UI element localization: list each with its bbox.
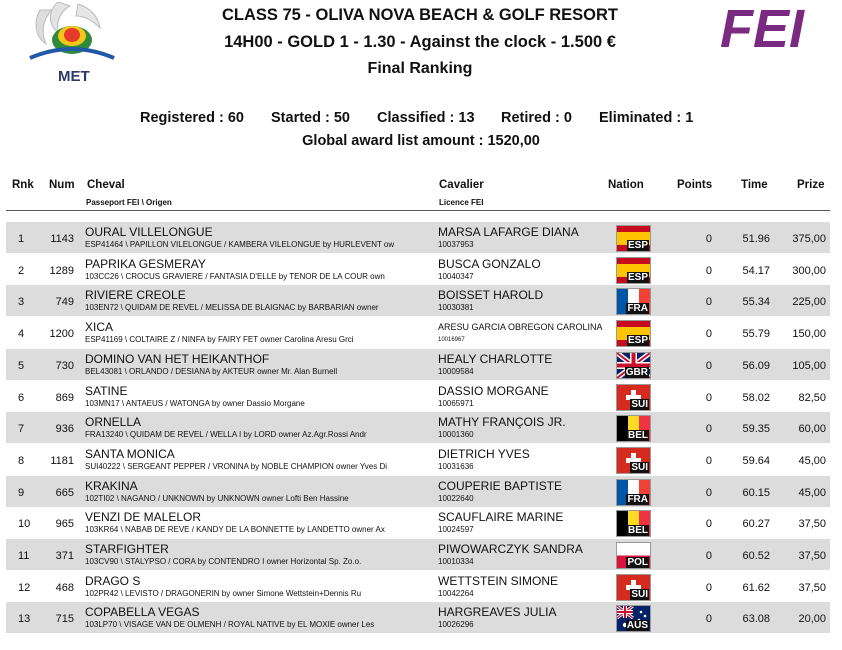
rider-name: SCAUFLAIRE MARINE	[438, 510, 564, 525]
rank-cell: 13	[18, 613, 31, 626]
rank-cell: 2	[18, 264, 25, 277]
num-cell: 965	[55, 518, 74, 531]
horse-name: KRAKINA	[85, 478, 138, 493]
rider-name: DIETRICH YVES	[438, 446, 530, 461]
nation-flag-icon	[616, 320, 651, 347]
horse-info: BEL43081 \ ORLANDO / DESIANA by AKTEUR owner Mr. Alan Burnell	[85, 366, 338, 376]
prize-cell: 45,00	[798, 454, 826, 467]
nation-code: SUI	[631, 398, 648, 410]
num-cell: 371	[55, 550, 74, 562]
stat-retired: Retired : 0	[501, 110, 572, 126]
nation-flag-icon	[616, 288, 651, 315]
table-row	[6, 412, 830, 443]
nation-code: FRA	[627, 303, 648, 315]
rider-name: MARSA LAFARGE DIANA	[438, 225, 579, 239]
prize-cell: 37,50	[798, 518, 826, 531]
nation-flag-icon	[616, 225, 651, 252]
horse-info: FRA13240 \ QUIDAM DE REVEL / WELLA I by LORD owner Az.Agr.Rossi Andr	[85, 430, 367, 440]
ranking-title: Final Ranking	[367, 60, 473, 77]
time-cell: 60.15	[742, 486, 770, 499]
horse-info: 102PR42 \ LEVISTO / DRAGONERIN by owner Simone Wettstein+Dennis Ru	[85, 588, 362, 598]
rider-licence: 10009584	[438, 366, 474, 376]
num-cell: 1289	[49, 264, 74, 277]
rider-licence: 10026296	[438, 620, 474, 630]
prize-cell: 20,00	[798, 613, 826, 626]
horse-info: 103LP70 \ VISAGE VAN DE OLMENH / ROYAL NATIVE by EL MOXIE owner Les	[85, 620, 375, 630]
nation-flag-icon	[616, 352, 651, 379]
rider-licence: 10042264	[438, 588, 474, 598]
nation-code: ESP	[627, 335, 648, 347]
rank-cell: 5	[18, 359, 25, 372]
time-cell: 61.62	[742, 581, 770, 594]
points-cell: 0	[705, 518, 712, 531]
num-cell: 1181	[50, 454, 74, 467]
stat-registered: Registered : 60	[140, 110, 244, 126]
header-divider	[6, 210, 830, 211]
col-horse-sub: Passeport FEI \ Origen	[86, 198, 172, 207]
class-title: CLASS 75 - OLIVA NOVA BEACH & GOLF RESORT	[221, 6, 619, 24]
nation-flag-icon	[616, 479, 651, 506]
nation-code: GBR	[625, 366, 648, 378]
num-cell: 715	[55, 613, 74, 626]
horse-name: DOMINO VAN HET HEIKANTHOF	[85, 351, 270, 366]
time-cell: 51.96	[742, 233, 770, 245]
table-row	[6, 602, 830, 633]
table-row	[6, 285, 830, 316]
prize-cell: 37,50	[798, 550, 826, 562]
prize-cell: 82,50	[798, 391, 826, 404]
prize-cell: 45,00	[798, 486, 826, 499]
nation-code: ESP	[627, 240, 648, 251]
nation-code: SUI	[631, 461, 648, 473]
rank-cell: 7	[18, 423, 25, 436]
horse-name: ORNELLA	[85, 415, 142, 430]
rider-licence: 10040347	[438, 271, 474, 281]
points-cell: 0	[705, 264, 712, 277]
rider-licence: 10001360	[438, 430, 474, 440]
nation-code: FRA	[627, 493, 648, 505]
col-time: Time	[741, 179, 768, 191]
nation-code: SUI	[631, 588, 648, 600]
table-row	[6, 539, 830, 570]
prize-cell: 375,00	[792, 233, 826, 245]
horse-info: 103MN17 \ ANTAEUS / WATONGA by owner Dassio Morgane	[85, 398, 305, 408]
nation-flag-icon	[616, 384, 651, 411]
points-cell: 0	[705, 328, 712, 341]
class-subtitle: 14H00 - GOLD 1 - 1.30 - Against the clock - 1.500 €	[224, 33, 616, 51]
col-num: Num	[49, 179, 75, 191]
horse-info: 103CC26 \ CROCUS GRAVIERE / FANTASIA D'ELLE by TENOR DE LA COUR own	[85, 271, 385, 281]
rider-name: ARESU GARCIA OBREGON CAROLINA	[438, 322, 603, 333]
time-cell: 55.79	[742, 328, 770, 341]
num-cell: 1143	[50, 233, 74, 245]
rider-name: MATHY FRANÇOIS JR.	[438, 415, 566, 430]
num-cell: 468	[55, 581, 74, 594]
horse-info: ESP41464 \ PAPILLON VILELONGUE / KAMBERA VILELONGUE by HURLEVENT ow	[85, 240, 395, 249]
rider-name: COUPERIE BAPTISTE	[438, 478, 563, 493]
rank-cell: 10	[18, 518, 31, 531]
horse-name: COPABELLA VEGAS	[85, 605, 200, 620]
rank-cell: 11	[18, 550, 30, 562]
time-cell: 59.35	[742, 423, 770, 436]
nation-flag-icon	[616, 510, 651, 537]
points-cell: 0	[705, 613, 712, 626]
award-amount: Global award list amount : 1520,00	[302, 133, 540, 149]
horse-name: SANTA MONICA	[85, 446, 175, 461]
horse-name: XICA	[85, 320, 114, 335]
rider-licence: 10037953	[438, 240, 474, 249]
horse-name: RIVIERE CREOLE	[85, 288, 186, 303]
points-cell: 0	[705, 233, 712, 245]
rider-name: WETTSTEIN SIMONE	[438, 573, 558, 588]
rider-licence: 10022640	[438, 493, 474, 503]
nation-flag-icon	[616, 605, 651, 632]
horse-info: SUI40222 \ SERGEANT PEPPER / VRONINA by NOBLE CHAMPION owner Yves Di	[85, 461, 388, 471]
points-cell: 0	[705, 391, 712, 404]
prize-cell: 37,50	[798, 581, 826, 594]
horse-info: 103KR64 \ NABAB DE REVE / KANDY DE LA BONNETTE by LANDETTO owner Ax	[85, 525, 385, 535]
horse-info: 103CV90 \ STALYPSO / CORA by CONTENDRO I owner Horizontal Sp. Zo.o.	[85, 557, 362, 566]
stat-eliminated: Eliminated : 1	[599, 110, 694, 126]
horse-info: 103EN72 \ QUIDAM DE REVEL / MELISSA DE BLAIGNAC by BARBARIAN owner	[85, 303, 379, 313]
rider-name: DASSIO MORGANE	[438, 383, 549, 398]
horse-name: DRAGO S	[85, 573, 141, 588]
table-row	[6, 444, 830, 475]
col-points: Points	[677, 179, 713, 191]
rank-cell: 6	[18, 391, 25, 404]
rider-name: PIWOWARCZYK SANDRA	[438, 542, 583, 556]
prize-cell: 105,00	[792, 359, 826, 372]
fei-logo	[686, 3, 838, 51]
horse-info: ESP41169 \ COLTAIRE Z / NINFA by FAIRY FET owner Carolina Aresu Grci	[85, 335, 354, 345]
nation-code: BEL	[628, 525, 648, 537]
points-cell: 0	[705, 296, 712, 309]
num-cell: 869	[55, 391, 74, 404]
points-cell: 0	[705, 486, 712, 499]
horse-name: VENZI DE MALELOR	[85, 510, 202, 525]
nation-code: ESP	[627, 271, 648, 283]
table-row	[6, 349, 830, 380]
rider-name: HARGREAVES JULIA	[438, 605, 557, 620]
points-cell: 0	[705, 581, 712, 594]
prize-cell: 300,00	[792, 264, 826, 277]
prize-cell: 225,00	[792, 296, 826, 309]
table-row	[6, 507, 830, 538]
rank-cell: 9	[18, 486, 25, 499]
col-nation: Nation	[608, 179, 644, 191]
horse-name: PAPRIKA GESMERAY	[85, 256, 206, 271]
time-cell: 58.02	[742, 391, 770, 404]
num-cell: 730	[55, 359, 74, 372]
horse-name: STARFIGHTER	[85, 542, 169, 556]
rank-cell: 3	[18, 296, 25, 309]
table-row	[6, 476, 830, 507]
rider-name: BOISSET HAROLD	[438, 288, 544, 303]
rank-cell: 8	[18, 454, 25, 467]
stat-started: Started : 50	[271, 110, 350, 126]
table-row	[6, 254, 830, 285]
rank-cell: 1	[18, 233, 25, 245]
stat-classified: Classified : 13	[377, 110, 475, 126]
col-rank: Rnk	[12, 179, 34, 191]
points-cell: 0	[705, 423, 712, 436]
nation-code: BEL	[628, 430, 648, 442]
nation-flag-icon	[616, 257, 651, 284]
rider-licence: 10065971	[438, 398, 474, 408]
nation-flag-icon	[616, 447, 651, 474]
horse-info: 102TI02 \ NAGANO / UNKNOWN by UNKNOWN owner Lofti Ben Hassine	[85, 493, 349, 503]
col-horse: Cheval	[87, 179, 125, 191]
time-cell: 55.34	[742, 296, 770, 309]
met-logo-text: MET	[58, 68, 90, 85]
time-cell: 59.64	[742, 454, 770, 467]
rider-licence: 10024597	[438, 525, 474, 535]
rider-licence: 10016967	[438, 337, 465, 344]
rider-licence: 10031636	[438, 461, 474, 471]
col-rider-sub: Licence FEI	[439, 198, 484, 207]
table-row	[6, 222, 830, 253]
rider-licence: 10010334	[438, 557, 474, 566]
time-cell: 60.52	[742, 550, 770, 562]
rank-cell: 4	[18, 328, 25, 341]
points-cell: 0	[705, 550, 712, 562]
points-cell: 0	[705, 454, 712, 467]
nation-flag-icon	[616, 574, 651, 601]
nation-code: AUS	[626, 620, 648, 632]
num-cell: 749	[55, 296, 74, 309]
rider-name: BUSCA GONZALO	[438, 256, 541, 271]
time-cell: 56.09	[742, 359, 770, 372]
table-row	[6, 317, 830, 348]
nation-flag-icon	[616, 542, 651, 569]
prize-cell: 150,00	[792, 328, 826, 341]
col-prize: Prize	[797, 179, 825, 191]
num-cell: 936	[55, 423, 74, 436]
prize-cell: 60,00	[798, 423, 826, 436]
col-rider: Cavalier	[439, 179, 484, 191]
horse-name: SATINE	[85, 383, 128, 398]
rider-licence: 10030381	[438, 303, 474, 313]
nation-code: POL	[627, 557, 648, 568]
num-cell: 665	[55, 486, 74, 499]
points-cell: 0	[705, 359, 712, 372]
fei-logo-text: FEI	[719, 3, 805, 51]
rider-name: HEALY CHARLOTTE	[438, 351, 553, 366]
time-cell: 63.08	[742, 613, 770, 626]
rank-cell: 12	[18, 581, 31, 594]
table-row	[6, 571, 830, 602]
horse-name: OURAL VILLELONGUE	[85, 225, 213, 239]
nation-flag-icon	[616, 415, 651, 442]
num-cell: 1200	[49, 328, 74, 341]
time-cell: 54.17	[742, 264, 770, 277]
table-row	[6, 381, 830, 412]
time-cell: 60.27	[742, 518, 770, 531]
